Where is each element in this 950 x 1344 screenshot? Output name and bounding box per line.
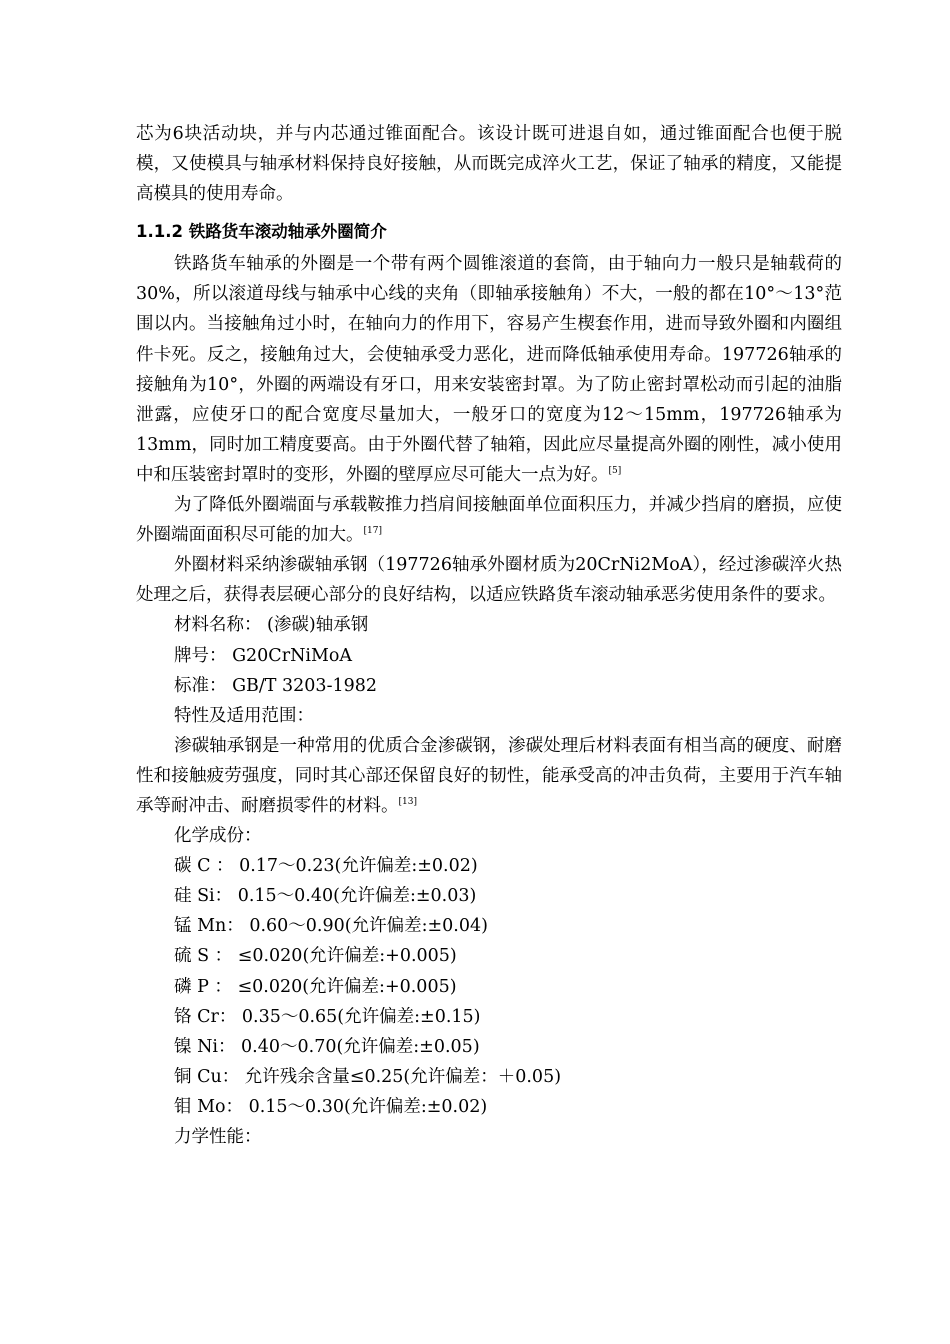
chem-chromium: 铬 Cr： 0.35～0.65(允许偏差:±0.15) [174, 1006, 481, 1027]
reference-17: [17] [363, 526, 382, 537]
material-standard: 标准： GB/T 3203-1982 [174, 675, 378, 696]
chem-nickel: 镍 Ni： 0.40～0.70(允许偏差:±0.05) [174, 1036, 480, 1057]
chem-phosphorus: 磷 P ： ≤0.020(允许偏差:+0.005) [174, 976, 457, 997]
paragraph-outer-ring [136, 249, 842, 490]
reference-5: [5] [608, 465, 622, 476]
scope-title: 特性及适用范围： [174, 705, 314, 726]
section-heading: 1.1.2 铁路货车滚动轴承外圈简介 [136, 222, 387, 242]
document-page [136, 119, 842, 1152]
paragraph-end-face-text: 为了降低外圈端面与承载鞍推力挡肩间接触面单位面积压力，并减少挡肩的磨损，应使外圈端面面积尽可能的加大。 [136, 495, 842, 546]
paragraph-properties-text: 渗碳轴承钢是一种常用的优质合金渗碳钢，渗碳处理后材料表面有相当高的硬度、耐磨性和接触疲劳强度，同时其心部还保留良好的韧性，能承受高的冲击负荷，主要用于汽车轴承等耐冲击、耐磨损零件的材料。 [136, 735, 842, 816]
material-name: 材料名称： (渗碳)轴承钢 [174, 615, 369, 636]
paragraph-material: 外圈材料采纳渗碳轴承钢（197726轴承外圈材质为20CrNi2MoA），经过渗碳淬火热处理之后，获得表层硬心部分的良好结构，以适应铁路货车滚动轴承恶劣使用条件的要求。 [136, 555, 842, 606]
chem-sulfur: 硫 S ： ≤0.020(允许偏差:+0.005) [174, 946, 457, 967]
chem-manganese: 锰 Mn： 0.60～0.90(允许偏差:±0.04) [174, 916, 488, 937]
chemical-composition-title: 化学成份： [174, 826, 262, 847]
paragraph-end-face [136, 490, 842, 550]
paragraph-mold-design: 芯为6块活动块，并与内芯通过锥面配合。该设计既可进退自如，通过锥面配合也便于脱模，又使模具与轴承材料保持良好接触，从而既完成淬火工艺，保证了轴承的精度，又能提高模具的使用寿命。 [136, 124, 842, 205]
material-grade: 牌号： G20CrNiMoA [174, 645, 353, 666]
chem-copper: 铜 Cu： 允许残余含量≤0.25(允许偏差：＋0.05) [174, 1066, 562, 1087]
chem-molybdenum: 钼 Mo： 0.15～0.30(允许偏差:±0.02) [174, 1096, 488, 1117]
reference-13: [13] [398, 796, 417, 807]
chem-carbon: 碳 C ： 0.17～0.23(允许偏差:±0.02) [174, 856, 478, 877]
chem-silicon: 硅 Si： 0.15～0.40(允许偏差:±0.03) [174, 886, 477, 907]
mechanical-properties-title: 力学性能： [174, 1127, 262, 1147]
paragraph-outer-ring-text: 铁路货车轴承的外圈是一个带有两个圆锥滚道的套筒，由于轴向力一般只是轴载荷的30%，所以滚道母线与轴承中心线的夹角（即轴承接触角）不大，一般的都在10°～13°范围以内。当接触角过小时，在轴向力的作用下，容易产生楔套作用，进而导致外圈和内圈组件卡死。反之，接触角过大，会使轴承受力恶化，进而降低轴承使用寿命。197726轴承的接触角为10°，外圈的两端设有牙口，用来安装密封罩。为了防止密封罩松动而引起的油脂泄露，应使牙口的配合宽度尽量加大，一般牙口的宽度为12～15mm，197726轴承为13mm，同时加工精度要高。由于外圈代替了轴箱，因此应尽量提高外圈的刚性，减小使用中和压装密封罩时的变形，外圈的壁厚应尽可能大一点为好。 [136, 254, 842, 485]
paragraph-properties [136, 731, 842, 821]
